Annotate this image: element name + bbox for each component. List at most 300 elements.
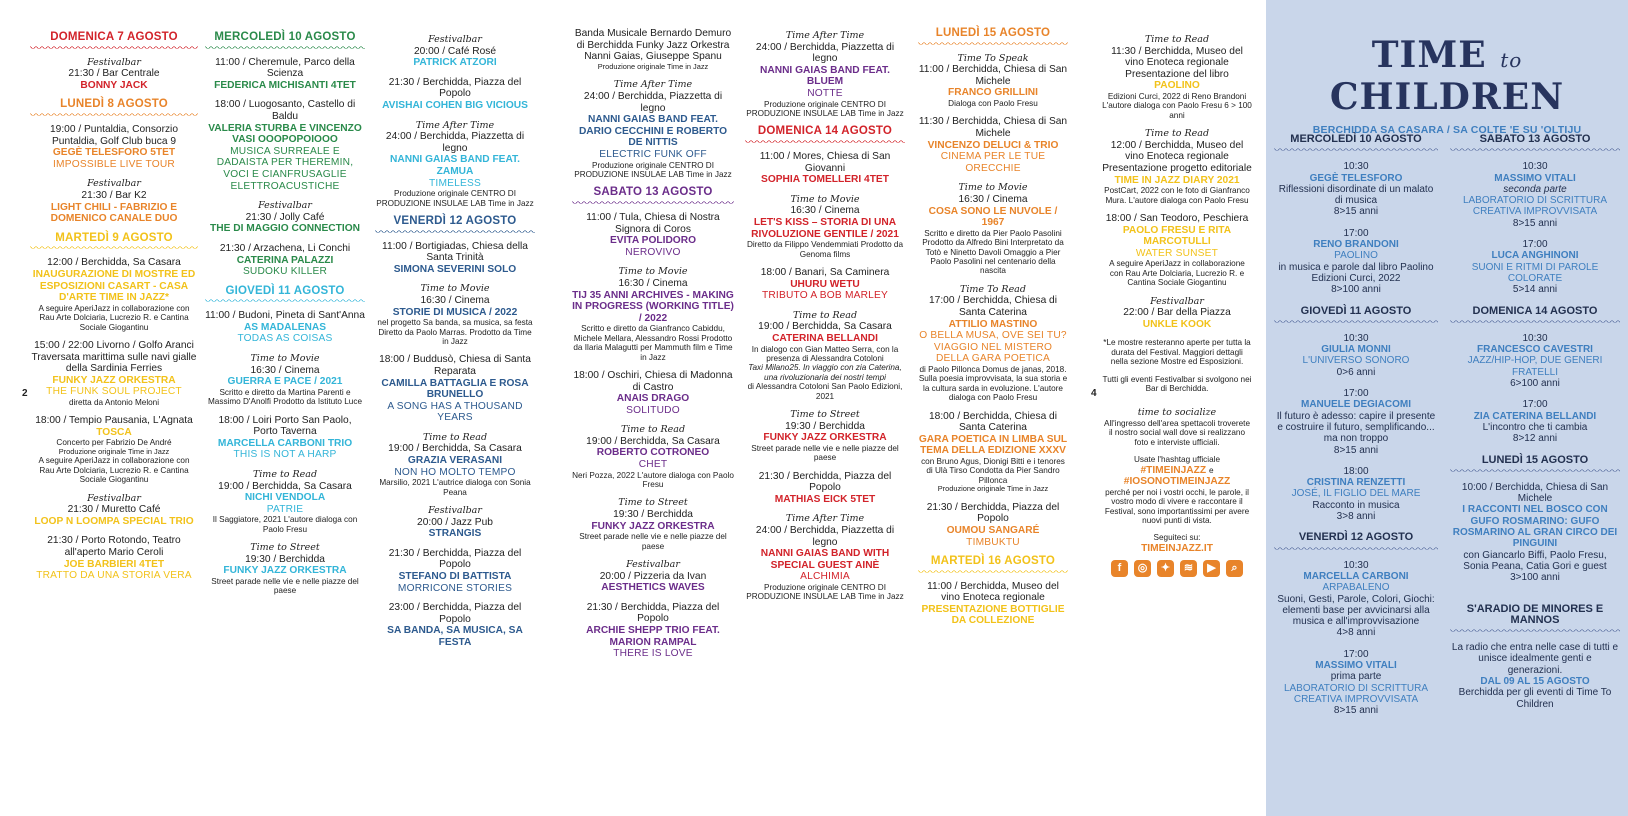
event-artist: TIME IN JAZZ DIARY 2021 — [1114, 174, 1240, 186]
event-age: 8>100 anni — [1331, 284, 1381, 296]
event-note: Produzione originale CENTRO DI PRODUZIONE INSULAE LAB Time in Jazz — [574, 160, 732, 179]
event-title: LABORATORIO DI SCRITTURA CREATIVA IMPROVVISATA — [1462, 195, 1608, 218]
event-note: Dialoga con Paolo Fresu — [948, 98, 1038, 108]
event-place: 21:30 / Berchidda, Piazza del Popolo — [586, 601, 720, 625]
day-heading: LUNEDÌ 15 AGOSTO — [918, 28, 1068, 45]
schedule-column-6 — [918, 28, 1068, 635]
event-artist: LOOP N LOOMPA SPECIAL TRIO — [34, 515, 194, 527]
event — [375, 241, 535, 276]
event-place: 16:30 / Cinema — [790, 205, 860, 217]
event-artist: INAUGURAZIONE DI MOSTRE ED ESPOSIZIONI CASART - CASA D'ARTE TIME IN JAZZ* — [32, 268, 196, 304]
event — [205, 243, 365, 278]
event-time: 17:00 — [1343, 388, 1369, 400]
event-place: 19:00 / Berchidda, Sa Casara — [586, 435, 720, 447]
event-artist: FUNKY JAZZ ORKESTRA — [52, 374, 176, 386]
event-artist: MARCELLA CARBONI TRIO — [217, 437, 353, 449]
event-tag: Time to Read — [1144, 34, 1210, 45]
panel-column-left — [1274, 134, 1438, 726]
event-place: 20:00 / Jazz Pub — [417, 516, 493, 528]
event-artist: RENO BRANDONI — [1313, 239, 1399, 251]
event-tag: Time After Time — [785, 513, 865, 525]
event-artist: NANNI GAIAS BAND FEAT. DARIO CECCHINI E ROBERTO DE NITTIS — [578, 114, 728, 149]
event-note: Street parade nelle vie e nelle piazze del paese — [751, 443, 899, 463]
event-artist: GIULIA MONNI — [1321, 344, 1391, 356]
event-artist: TIJ 35 ANNI ARCHIVES - MAKING IN PROGRESS (WORKING TITLE) / 2022 — [572, 289, 734, 324]
event-note: Racconto in musica — [1312, 499, 1400, 511]
time-to-children-logo: TIME to CHILDREN — [1329, 34, 1565, 118]
event-title: ELECTRIC FUNK OFF — [599, 148, 707, 160]
day-heading: LUNEDÌ 8 AGOSTO — [30, 99, 198, 116]
event-place: 21:30 / Arzachena, Li Conchi — [219, 242, 351, 254]
day-heading: GIOVEDÌ 11 AGOSTO — [205, 286, 365, 303]
event-place: 12:00 / Berchidda, Sa Casara — [47, 257, 181, 269]
event-place: 20:00 / Café Rosé — [413, 45, 497, 57]
event-title: MUSICA SURREALE E DADAISTA PER THEREMIN, VOCI E CIANFRUSAGLIE ELETTROACUSTICHE — [216, 145, 354, 192]
kids-event — [1274, 560, 1438, 639]
event-note: Marsilio, 2021 L'autrice dialoga con Sonia Peana — [379, 478, 531, 497]
event-note: In dialogo con Gian Matteo Serra, con la presenza di Alessandra Cotoloni — [751, 344, 899, 363]
event-artist: PATRICK ATZORI — [413, 57, 497, 69]
event-note: Produzione originale Time in Jazz — [597, 61, 709, 71]
event-note: Scritto e diretto da Gianfranco Cabiddu, Michele Mellara, Alessandro Rossi Prodotto da Ilaria Malagutti per Mammuth film e Time in Jazz — [573, 324, 733, 362]
event-place: 19:00 / Berchidda, Sa Casara — [218, 480, 352, 492]
event-age: 8>12 anni — [1512, 433, 1558, 445]
kids-event — [1274, 161, 1438, 217]
event — [572, 212, 734, 258]
event — [918, 182, 1068, 275]
event-artist: AVISHAI COHEN BIG VICIOUS — [382, 99, 528, 111]
event — [1102, 296, 1252, 331]
kids-event — [1450, 399, 1620, 444]
event-place: 24:00 / Berchidda, Piazzetta di legno — [755, 524, 895, 548]
event-tag: Time After Time — [415, 119, 495, 131]
event-place: 21:30 / Berchidda, Piazza del Popolo — [388, 547, 522, 571]
event — [375, 120, 535, 208]
event-artist: ZIA CATERINA BELLANDI — [1473, 410, 1597, 422]
event-title: TODAS AS COISAS — [237, 333, 333, 345]
event-note: di Alessandra Cotoloni San Paolo Edizioni, 2021 — [747, 382, 903, 401]
event-place: 15:00 / 22:00 Livorno / Golfo Aranci Traversata marittima sulle navi gialle della Sardinia Ferries — [31, 339, 197, 375]
event — [205, 415, 365, 461]
event-artist: ATTILIO MASTINO — [948, 318, 1038, 330]
event-time: 10:30 — [1522, 161, 1548, 173]
kids-event — [1450, 161, 1620, 229]
event-artist: GRAZIA VERASANI — [407, 455, 503, 467]
event-age: 0>6 anni — [1336, 366, 1376, 378]
event-artist: GUERRA E PACE / 2021 — [227, 376, 343, 388]
event-note: Diretto da Filippo Vendemmiati Prodotto da Genoma films — [746, 240, 904, 259]
event — [375, 505, 535, 540]
event-artist: PAOLINO — [1154, 80, 1200, 92]
event-tag: Time to Movie — [958, 182, 1028, 194]
event-tag: Festivalbar — [87, 178, 141, 190]
event-tag: Festivalbar — [87, 492, 141, 504]
event-place: 19:00 / Berchidda, Sa Casara — [758, 321, 892, 333]
event-note: Neri Pozza, 2022 L'autore dialoga con Paolo Fresu — [572, 470, 734, 490]
hashtag-secondary[interactable]: #IOSONOTIMEINJAZZ — [1123, 476, 1231, 488]
event-note: A seguire AperiJazz in collaborazione con Rau Arte Dolciaria, Lucrezio R. e Cantina Sociale Giogantinu — [1109, 259, 1245, 288]
event-title: JAZZ/HIP-HOP, DUE GENERI FRATELLI — [1467, 355, 1603, 378]
event-note: Produzione originale Time in Jazz — [58, 446, 170, 456]
event — [1102, 213, 1252, 288]
event-place: 21:30 / Jolly Café — [245, 211, 325, 223]
event-note: di Paolo Pillonca Domus de janas, 2018. Sulla poesia improvvisata, la sua storia e la cultura sarda in evoluzione. L'autore dialoga con Paolo Fresu — [918, 364, 1068, 403]
event — [205, 469, 365, 534]
spotify-icon[interactable]: ≋ — [1180, 560, 1197, 577]
event-tag: Time To Speak — [957, 52, 1029, 64]
event-artist: BONNY JACK — [80, 79, 148, 91]
event — [745, 151, 905, 186]
event-tag: Time to Movie — [790, 193, 860, 205]
event-place: 21:30 / Berchidda, Piazza del Popolo — [758, 470, 892, 494]
event — [30, 535, 198, 581]
event-note: seconda parte — [1503, 183, 1567, 195]
event — [745, 194, 905, 259]
radio-info — [1450, 642, 1620, 710]
event-artist: MATHIAS EICK 5TET — [774, 493, 876, 505]
event-time: 18:00 — [1343, 465, 1369, 477]
event-artist: FEDERICA MICHISANTI 4TET — [214, 79, 356, 91]
event-artist: MARCELLA CARBONI — [1303, 570, 1409, 582]
event-note: A seguire AperiJazz in collaborazione con Rau Arte Dolciaria, Lucrezio R. e Cantina Sociale Giogantinu — [38, 303, 190, 332]
event-title: SUDOKU KILLER — [242, 266, 328, 278]
twitter-icon[interactable]: ✦ — [1157, 560, 1174, 577]
schedule-column-4 — [572, 28, 734, 668]
event — [1102, 34, 1252, 120]
event — [375, 283, 535, 346]
event — [745, 409, 905, 463]
event — [205, 310, 365, 345]
event-title: JOSÉ, IL FIGLIO DEL MARE — [1291, 488, 1421, 500]
event-time: 10:30 — [1343, 559, 1369, 571]
event-time: 17:00 — [1343, 648, 1369, 660]
kids-event — [1274, 388, 1438, 456]
event — [745, 30, 905, 118]
event-tag: Time to Read — [1144, 128, 1210, 140]
kids-event — [1450, 239, 1620, 295]
event — [30, 178, 198, 224]
event-artist: CRISTINA RENZETTI — [1306, 477, 1406, 489]
event — [205, 353, 365, 407]
event-note: Il Saggiatore, 2021 L'autore dialoga con Paolo Fresu — [212, 515, 358, 534]
event-time: 10:30 — [1343, 161, 1369, 173]
event-artist: GEGÈ TELESFORO — [1309, 172, 1403, 184]
event-note: Il futuro è adesso: capire il presente e costruire il futuro, semplificando... ma non troppo — [1276, 410, 1436, 445]
event-title: NON HO MOLTO TEMPO — [394, 466, 516, 478]
event-artist: NANNI GAIAS BAND FEAT. ZAMUA — [390, 154, 520, 177]
event-place: 11:00 / Bortigiadas, Chiesa della Santa Trinità — [382, 240, 528, 264]
event-artist: FUNKY JAZZ ORKESTRA — [223, 565, 347, 577]
event — [745, 471, 905, 506]
event-note: con Giancarlo Biffi, Paolo Fresu, Sonia Peana, Catia Gori e guest — [1463, 549, 1607, 572]
event-tag: Time to Movie — [420, 283, 490, 295]
event-place: 21:30 / Muretto Café — [67, 504, 161, 516]
event-time: 17:00 — [1522, 239, 1548, 251]
event-artist: LIGHT CHILI - FABRIZIO E DOMENICO CANALE DUO — [50, 201, 178, 225]
event-artist: MANUELE DEGIACOMI — [1301, 399, 1411, 411]
event-place: 21:30 / Berchidda, Piazza del Popolo — [926, 501, 1060, 525]
facebook-icon[interactable]: f — [1111, 560, 1128, 577]
event — [918, 53, 1068, 109]
event-note: Concerto per Fabrizio De André — [56, 438, 172, 448]
event-title: CINEMA PER LE TUE ORECCHIE — [940, 151, 1046, 174]
event-tag: Festivalbar — [626, 559, 680, 571]
event-title: ALCHIMIA — [800, 571, 850, 583]
event-age: 8>15 anni — [1333, 444, 1379, 456]
day-heading: DOMENICA 14 AGOSTO — [745, 126, 905, 143]
kids-event — [1450, 482, 1620, 584]
event-place: 16:30 / Cinema — [250, 364, 320, 376]
event-place: 18:00 / Loiri Porto San Paolo, Porto Taverna — [218, 414, 352, 438]
event-artist: NICHI VENDOLA — [244, 492, 326, 504]
event-artist: CATERINA BELLANDI — [772, 332, 878, 344]
event — [205, 542, 365, 596]
event-artist: EVITA POLIDORO — [609, 235, 697, 247]
event — [1102, 128, 1252, 205]
event-artist: GEGÈ TELESFORO 5TET — [52, 147, 176, 159]
kids-event — [1274, 228, 1438, 296]
event-artist: VALERIA STURBA E VINCENZO VASI OOOPOPOIOOO — [208, 122, 362, 146]
event — [375, 548, 535, 594]
panel-header — [1266, 34, 1628, 136]
event-note: Edizioni Curci, 2022 di Reno Brandoni L'autore dialoga con Paolo Fresu 6 > 100 anni — [1102, 91, 1252, 120]
event-age: 3>100 anni — [1510, 572, 1560, 584]
event-artist: THE DI MAGGIO CONNECTION — [210, 223, 360, 235]
event-title: THERE IS LOVE — [613, 648, 693, 660]
event-artist: STEFANO DI BATTISTA — [398, 571, 512, 583]
event-artist: GARA POETICA IN LIMBA SUL TEMA DELLA EDIZIONE XXXV — [918, 433, 1068, 457]
day-heading: MERCOLEDÌ 10 AGOSTO — [1274, 134, 1438, 151]
social-icons — [1102, 560, 1252, 577]
event-artist: FUNKY JAZZ ORKESTRA — [591, 520, 715, 532]
event-title: PAOLINO — [1334, 250, 1378, 262]
event-place: 21:30 / Bar Centrale — [68, 68, 160, 80]
day-heading: DOMENICA 7 AGOSTO — [30, 32, 198, 49]
event-age: 8>15 anni — [1512, 217, 1558, 229]
event-artist: JOE BARBIERI 4TET — [63, 558, 165, 570]
event — [205, 200, 365, 235]
event-title: TRATTO DA UNA STORIA VERA — [36, 570, 192, 582]
event-tag: Time to Movie — [250, 353, 320, 365]
event-tag: Time To Read — [960, 283, 1026, 295]
event-title: TIMBUKTU — [966, 536, 1020, 548]
event — [745, 513, 905, 601]
event-note: Street parade nelle vie e nelle piazze del paese — [211, 577, 359, 596]
event-artist: AESTHETICS WAVES — [601, 582, 705, 594]
event-title: L'UNIVERSO SONORO — [1302, 355, 1410, 367]
event-title: IMPOSSIBLE LIVE TOUR — [53, 158, 175, 170]
event-artist: AS MADALENAS — [243, 321, 327, 333]
event-artist: SIMONA SEVERINI SOLO — [393, 263, 517, 275]
event-title: SUONI E RITMI DI PAROLE COLORATE — [1471, 261, 1599, 284]
event-note: L'incontro che ti cambia — [1482, 421, 1588, 433]
event-place: 11:00 / Tula, Chiesa di Nostra Signora di Coros — [586, 211, 720, 235]
event-artist: ROBERTO COTRONEO — [596, 447, 710, 459]
event — [572, 266, 734, 362]
festivalbar-note: Tutti gli eventi Festivalbar si svolgono nei Bar di Berchidda. — [1102, 374, 1252, 393]
event-place: 24:00 / Berchidda, Piazzetta di legno — [755, 41, 895, 65]
event-note: Produzione originale CENTRO DI PRODUZIONE INSULAE LAB Time in Jazz — [746, 99, 904, 118]
event — [572, 28, 734, 71]
event — [918, 502, 1068, 548]
event-artist: PRESENTAZIONE BOTTIGLIE DA COLLEZIONE — [921, 603, 1065, 627]
event-place: 17:00 / Berchidda, Chiesa di Santa Caterina — [929, 295, 1057, 318]
event-artist: VINCENZO DELUCI & TRIO — [927, 139, 1059, 151]
event-title: THE FUNK SOUL PROJECT — [46, 386, 182, 398]
day-heading: GIOVEDÌ 11 AGOSTO — [1274, 306, 1438, 323]
event-tag: Festivalbar — [428, 34, 482, 45]
event-place: 11:00 / Berchidda, Chiesa di San Michele — [918, 64, 1068, 87]
hashtag-intro: Usate l'hashtag ufficiale — [1133, 455, 1221, 465]
event — [375, 432, 535, 497]
event-tag: Time to Street — [790, 408, 860, 420]
event-title: NEROVIVO — [625, 246, 681, 258]
event-time: 10:30 — [1522, 332, 1548, 344]
event-place: 16:30 / Cinema — [618, 277, 688, 289]
panel-subtitle: BERCHIDDA SA CASARA / SA COLTE 'E SU 'OLTIJU — [1312, 124, 1582, 136]
event-time: 17:00 — [1522, 399, 1548, 411]
event-title: ARPABALENO — [1322, 582, 1390, 594]
event-note: Produzione originale Time in Jazz — [937, 484, 1049, 494]
event-place: 24:00 / Berchidda, Piazzetta di legno — [583, 90, 723, 114]
event-note: Suoni, Gesti, Parole, Colori, Giochi: elementi base per avvicinarsi alla musica e all'improvvisazione — [1277, 593, 1435, 628]
radio-dates: DAL 09 AL 15 AGOSTO — [1480, 675, 1590, 687]
day-heading: VENERDÌ 12 AGOSTO — [375, 216, 535, 233]
event-artist: ANAIS DRAGO — [616, 393, 690, 405]
event-title: PATRIE — [266, 503, 304, 515]
event — [375, 354, 535, 424]
day-heading: LUNEDÌ 15 AGOSTO — [1450, 455, 1620, 472]
event-artist: UNKLE KOOK — [1142, 318, 1212, 330]
event-place: 11:30 / Berchidda, Chiesa di San Michele — [918, 116, 1068, 139]
event-title: CHET — [638, 459, 668, 471]
event-place: 19:30 / Berchidda — [613, 509, 693, 521]
event-artist: CATERINA PALAZZI — [236, 254, 334, 266]
day-heading: SABATO 13 AGOSTO — [1450, 134, 1620, 151]
event-place: 24:00 / Berchidda, Piazzetta di legno — [385, 131, 525, 154]
event-note: prima parte — [1330, 671, 1382, 683]
event-place: Banda Musicale Bernardo Demuro di Berchidda Funky Jazz Orkestra Nanni Gaias, Giuseppe Spanu — [574, 28, 732, 63]
event-place: 19:30 / Berchidda — [245, 553, 325, 565]
event-title: O BELLA MUSA, OVE SEI TU? VIAGGIO NEL MISTERO DELLA GARA POETICA — [919, 330, 1067, 365]
event — [918, 116, 1068, 174]
event — [572, 424, 734, 489]
event — [572, 79, 734, 179]
event-note: in musica e parole dal libro Paolino Edizioni Curci, 2022 — [1278, 261, 1434, 284]
schedule-column-2 — [205, 28, 365, 604]
event-tag: Festivalbar — [1150, 295, 1204, 307]
event-age: 8>15 anni — [1333, 206, 1379, 218]
social-text: All'ingresso dell'area spettacoli troverete il nostro social wall dove si realizzano foto e interviste ufficiali. — [1103, 418, 1251, 447]
hashtag-primary[interactable]: #TIMEINJAZZ — [1140, 464, 1207, 476]
event-title: TRIBUTO A BOB MARLEY — [761, 290, 889, 302]
event-place: 16:30 / Cinema — [958, 193, 1028, 205]
event-place: 18:00 / Oschiri, Chiesa di Madonna di Castro — [573, 369, 733, 393]
website-link[interactable]: TIMEINJAZZ.IT — [1141, 542, 1213, 554]
kids-event — [1274, 649, 1438, 717]
event-place: 21:30 / Bar K2 — [81, 189, 147, 201]
event-artist: LET'S KISS – STORIA DI UNA RIVOLUZIONE GENTILE / 2021 — [751, 216, 899, 240]
event-note: Produzione originale CENTRO DI PRODUZIONE INSULAE LAB Time in Jazz — [746, 582, 904, 602]
event-artist: STRANGIS — [428, 528, 482, 540]
social-tag: time to socialize — [1137, 407, 1217, 419]
day-heading: VENERDÌ 12 AGOSTO — [1274, 532, 1438, 549]
event-age: 8>15 anni — [1333, 705, 1379, 717]
search-icon[interactable]: ⌕ — [1226, 560, 1243, 577]
event-artist: ARCHIE SHEPP TRIO FEAT. MARION RAMPAL — [586, 625, 720, 648]
event-age: 3>8 anni — [1336, 511, 1376, 523]
event-place: 11:00 / Berchidda, Museo del vino Enoteca regionale — [927, 580, 1059, 604]
event — [745, 310, 905, 401]
day-heading: MARTEDÌ 9 AGOSTO — [30, 233, 198, 250]
event-note: Produzione originale CENTRO DI PRODUZIONE INSULAE LAB Time in Jazz — [376, 189, 534, 208]
event-place: 19:00 / Puntaldia, Consorzio Puntaldia, Golf Club buca 9 — [50, 123, 178, 147]
event-place: 12:00 / Berchidda, Museo del vino Enoteca regionale Presentazione progetto editoriale — [1102, 139, 1252, 174]
event-artist: FRANCESCO CAVESTRI — [1477, 344, 1593, 356]
event-tag: Festivalbar — [428, 505, 482, 517]
event-tag: Time to Read — [252, 469, 318, 481]
event-place: 23:00 / Berchidda, Piazza del Popolo — [388, 602, 522, 625]
day-heading: SABATO 13 AGOSTO — [572, 187, 734, 204]
radio-note: La radio che entra nelle case di tutti e unisce idealmente genti e generazioni. — [1451, 642, 1619, 676]
event-note: Scritto e diretto da Martina Parenti e Massimo D'Anolfi Prodotto da Istituto Luce — [207, 387, 362, 407]
event-place: 21:30 / Porto Rotondo, Teatro all'aperto Mario Ceroli — [47, 535, 181, 559]
event — [30, 257, 198, 332]
event-artist: OUMOU SANGARÉ — [946, 524, 1040, 536]
event-tag: Time After Time — [785, 30, 865, 41]
event-time: 10:00 / Berchidda, Chiesa di San Michele — [1461, 481, 1609, 505]
day-heading: S'ARADIO DE MINORES E MANNOS — [1450, 604, 1620, 633]
event-place: 22:00 / Bar della Piazza — [1123, 307, 1231, 319]
event-note: Taxi Milano25. In viaggio con zia Caterina, una rivoluzionaria dei nostri tempi — [748, 363, 902, 382]
event-tag: Time to Read — [792, 309, 858, 321]
event — [205, 57, 365, 92]
day-heading: MARTEDÌ 16 AGOSTO — [918, 556, 1068, 573]
event-artist: LUCA ANGHINONI — [1491, 250, 1579, 262]
event-place: 11:00 / Cheremule, Parco della Scienza — [215, 56, 355, 80]
schedule-column-5 — [745, 30, 905, 610]
event — [745, 267, 905, 302]
event-tag: Time to Read — [620, 424, 686, 436]
page-number-left: 2 — [22, 388, 28, 399]
event-note: nel progetto Sa banda, sa musica, sa festa Diretto da Paolo Marras. Prodotto da Time in Jazz — [377, 318, 533, 346]
event-artist: NANNI GAIAS BAND FEAT. BLUEM — [760, 64, 890, 88]
page-number-right: 4 — [1091, 388, 1097, 399]
event-title: SOLITUDO — [626, 404, 680, 416]
event-artist: SA BANDA, SA MUSICA, SA FESTA — [387, 625, 523, 648]
event — [30, 124, 198, 170]
event — [30, 493, 198, 528]
schedule-column-3 — [375, 34, 535, 657]
youtube-icon[interactable]: ▶ — [1203, 560, 1220, 577]
event-place: 11:30 / Berchidda, Museo del vino Enoteca regionale Presentazione del libro — [1111, 45, 1243, 80]
event-title: NOTTE — [807, 87, 843, 99]
event-place: 19:00 / Berchidda, Sa Casara — [388, 443, 522, 455]
event-note: con Bruno Agus, Dionigi Bitti e i tenores di Ulà Tirso Condotta da Pier Sandro Pillonca — [921, 456, 1065, 485]
event-place: 11:00 / Budoni, Pineta di Sant'Anna — [205, 310, 365, 322]
event-artist: SOPHIA TOMELLERI 4TET — [761, 174, 889, 186]
kids-event — [1274, 333, 1438, 378]
event-artist: TOSCA — [96, 426, 132, 438]
instagram-icon[interactable]: ◎ — [1134, 560, 1151, 577]
event-place: 18:00 / Banari, Sa Caminera — [760, 266, 890, 278]
event-age: 6>100 anni — [1510, 378, 1560, 390]
kids-event — [1274, 466, 1438, 522]
hashtag-text: perché per noi i vostri occhi, le parole, il vostro modo di vivere e raccontare il Festival, sono importantissimi per avere nuovi punti di vista. — [1104, 487, 1250, 525]
event-artist: I RACCONTI NEL BOSCO CON GUFO ROSMARINO: GUFO ROSMARINO AL GRAN CIRCO DEI PINGUINI — [1452, 504, 1618, 550]
hashtag-and: e — [1208, 465, 1214, 475]
event-artist: NANNI GAIAS BAND WITH SPECIAL GUEST AINÈ — [760, 548, 890, 571]
